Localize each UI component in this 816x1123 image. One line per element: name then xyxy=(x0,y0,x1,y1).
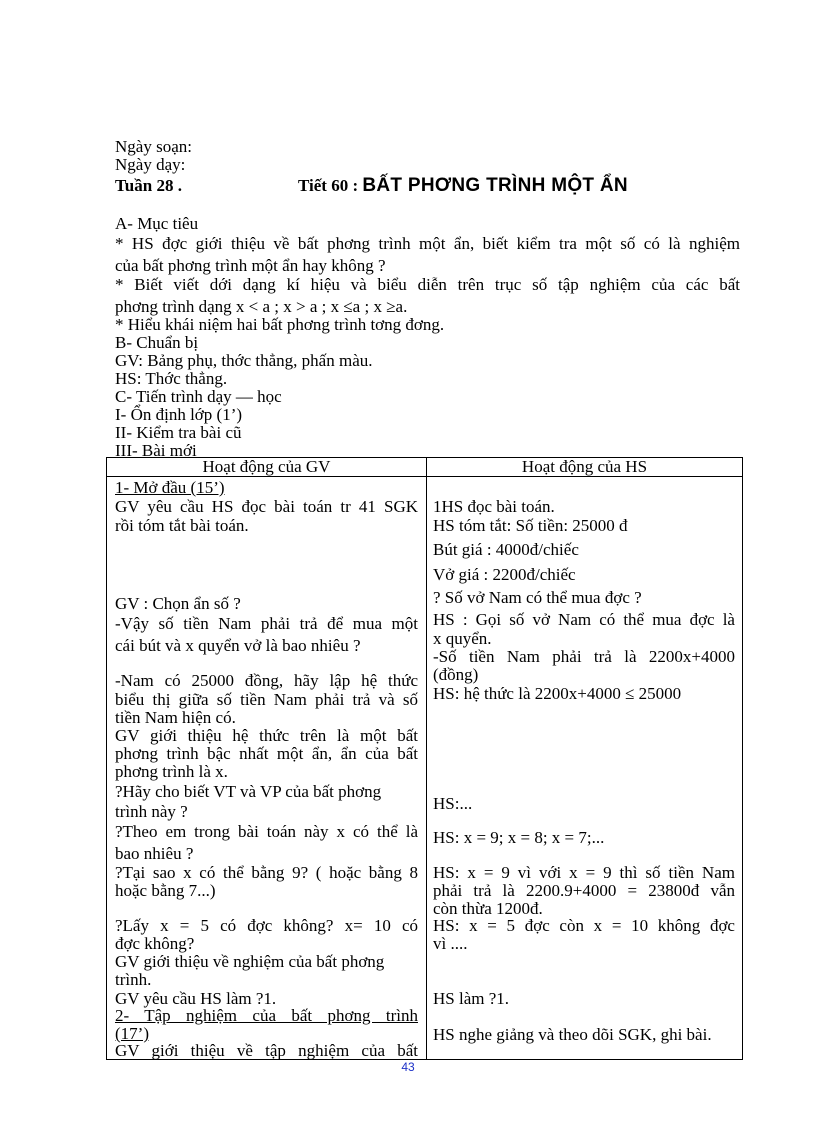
gv-line: ?Lấy x = 5 có đợc không? x= 10 có xyxy=(115,916,418,935)
hs-column xyxy=(426,477,742,1060)
page-number: 43 xyxy=(401,1060,415,1074)
hs-line: vì .... xyxy=(432,934,468,953)
objective-2-line-1: * Biết viết dới dạng kí hiệu và biểu diễn trên trục số tập nghiệm của các bất xyxy=(115,275,740,294)
gv-line: GV yêu cầu HS đọc bài toán tr 41 SGK xyxy=(115,497,418,516)
hs-line: HS: x = 5 đợc còn x = 10 không đợc xyxy=(432,916,735,935)
gv-line: trình. xyxy=(115,970,152,989)
hs-line: còn thừa 1200đ. xyxy=(432,899,543,918)
gv-line: rồi tóm tắt bài toán. xyxy=(115,516,249,535)
gv-line: GV giới thiệu hệ thức trên là một bất xyxy=(115,726,418,745)
gv-line: trình này ? xyxy=(115,802,188,821)
hs-line: Vở giá : 2200đ/chiếc xyxy=(432,565,576,584)
hs-line: 1HS đọc bài toán. xyxy=(432,497,555,516)
gv-line: phơng trình bậc nhất một ẩn, ẩn của bất xyxy=(115,744,418,763)
gv-line: GV : Chọn ẩn số ? xyxy=(115,594,241,613)
objective-1-line-1: * HS đợc giới thiệu về bất phơng trình một ẩn, biết kiểm tra một số có là nghiệm xyxy=(115,234,740,253)
gv-line: đợc không? xyxy=(115,934,195,953)
gv-line: ?Theo em trong bài toán này x có thể là xyxy=(115,822,418,841)
gv-line: cái bút và x quyển vở là bao nhiêu ? xyxy=(115,636,361,655)
step-i: I- Ổn định lớp (1’) xyxy=(115,405,243,424)
gv-column xyxy=(107,477,427,1060)
hs-line: HS làm ?1. xyxy=(432,989,510,1008)
hs-line: x quyển. xyxy=(432,629,492,648)
hs-line: -Số tiền Nam phải trả là 2200x+4000 xyxy=(432,647,735,666)
gv-line: GV yêu cầu HS làm ?1. xyxy=(115,989,277,1008)
ngay-soan: Ngày soạn: xyxy=(115,137,192,156)
step-ii: II- Kiểm tra bài cũ xyxy=(115,423,242,442)
objective-3: * Hiểu khái niệm hai bất phơng trình tơng đơng. xyxy=(115,315,445,334)
hs-line: phải trả là 2200.9+4000 = 23800đ vẫn xyxy=(432,881,735,900)
hs-line: HS:... xyxy=(432,794,473,813)
prep-gv: GV: Bảng phụ, thớc thẳng, phấn màu. xyxy=(115,351,373,370)
ngay-day: Ngày dạy: xyxy=(115,155,186,174)
section-b-title: B- Chuẩn bị xyxy=(115,333,199,352)
hs-line: ? Số vở Nam có thể mua đợc ? xyxy=(432,588,642,607)
page-title: BẤT PHƠNG TRÌNH MỘT ẨN xyxy=(362,175,628,196)
step-iii: III- Bài mới xyxy=(115,441,197,460)
gv-section-2-title: 2- Tập nghiệm của bất phơng trình xyxy=(115,1006,418,1025)
hs-line: HS nghe giảng và theo dõi SGK, ghi bài. xyxy=(432,1025,712,1044)
gv-line: -Nam có 25000 đồng, hãy lập hệ thức xyxy=(115,671,418,690)
gv-line: GV giới thiệu về nghiệm của bất phơng xyxy=(115,952,385,971)
hs-line: HS : Gọi số vở Nam có thể mua đợc là xyxy=(432,610,735,629)
hs-line: (đồng) xyxy=(432,665,479,684)
gv-line: GV giới thiệu về tập nghiệm của bất xyxy=(115,1041,418,1060)
tiet-label: Tiết 60 : xyxy=(298,176,363,195)
gv-line: hoặc bằng 7...) xyxy=(115,881,216,900)
gv-line: phơng trình là x. xyxy=(115,762,228,781)
activity-table xyxy=(106,457,743,1060)
lesson-heading xyxy=(298,177,628,194)
header-gv: Hoạt động của GV xyxy=(202,457,331,476)
hs-line: HS: hệ thức là 2200x+4000 ≤ 25000 xyxy=(432,684,682,703)
gv-line: bao nhiêu ? xyxy=(115,844,194,863)
section-c-title: C- Tiến trình dạy — học xyxy=(115,387,282,406)
gv-line: tiền Nam hiện có. xyxy=(115,708,236,727)
objective-2-line-2: phơng trình dạng x < a ; x > a ; x ≤a ; x ≥a. xyxy=(115,297,408,316)
header-cell-gv xyxy=(107,458,427,477)
hs-line: HS tóm tắt: Số tiền: 25000 đ xyxy=(432,516,628,535)
gv-line: biểu thị giữa số tiền Nam phải trả và số xyxy=(115,690,418,709)
header-hs: Hoạt động của HS xyxy=(521,457,648,476)
prep-hs: HS: Thớc thẳng. xyxy=(115,369,228,388)
header-cell-hs xyxy=(426,458,742,477)
gv-line: ?Tại sao x có thể bằng 9? ( hoặc bằng 8 xyxy=(115,863,418,882)
gv-line: -Vậy số tiền Nam phải trả để mua một xyxy=(115,614,418,633)
hs-line: HS: x = 9; x = 8; x = 7;... xyxy=(432,828,605,847)
gv-line: ?Hãy cho biết VT và VP của bất phơng xyxy=(115,782,382,801)
hs-line: HS: x = 9 vì với x = 9 thì số tiền Nam xyxy=(432,863,735,882)
hs-line: Bút giá : 4000đ/chiếc xyxy=(432,540,579,559)
section-a-title: A- Mục tiêu xyxy=(115,214,199,233)
tuan-label: Tuần 28 . xyxy=(115,176,182,195)
gv-section-1-title: 1- Mở đầu (15’) xyxy=(115,478,225,497)
objective-1-line-2: của bất phơng trình một ẩn hay không ? xyxy=(115,256,386,275)
gv-section-2-time: (17’) xyxy=(115,1024,149,1043)
